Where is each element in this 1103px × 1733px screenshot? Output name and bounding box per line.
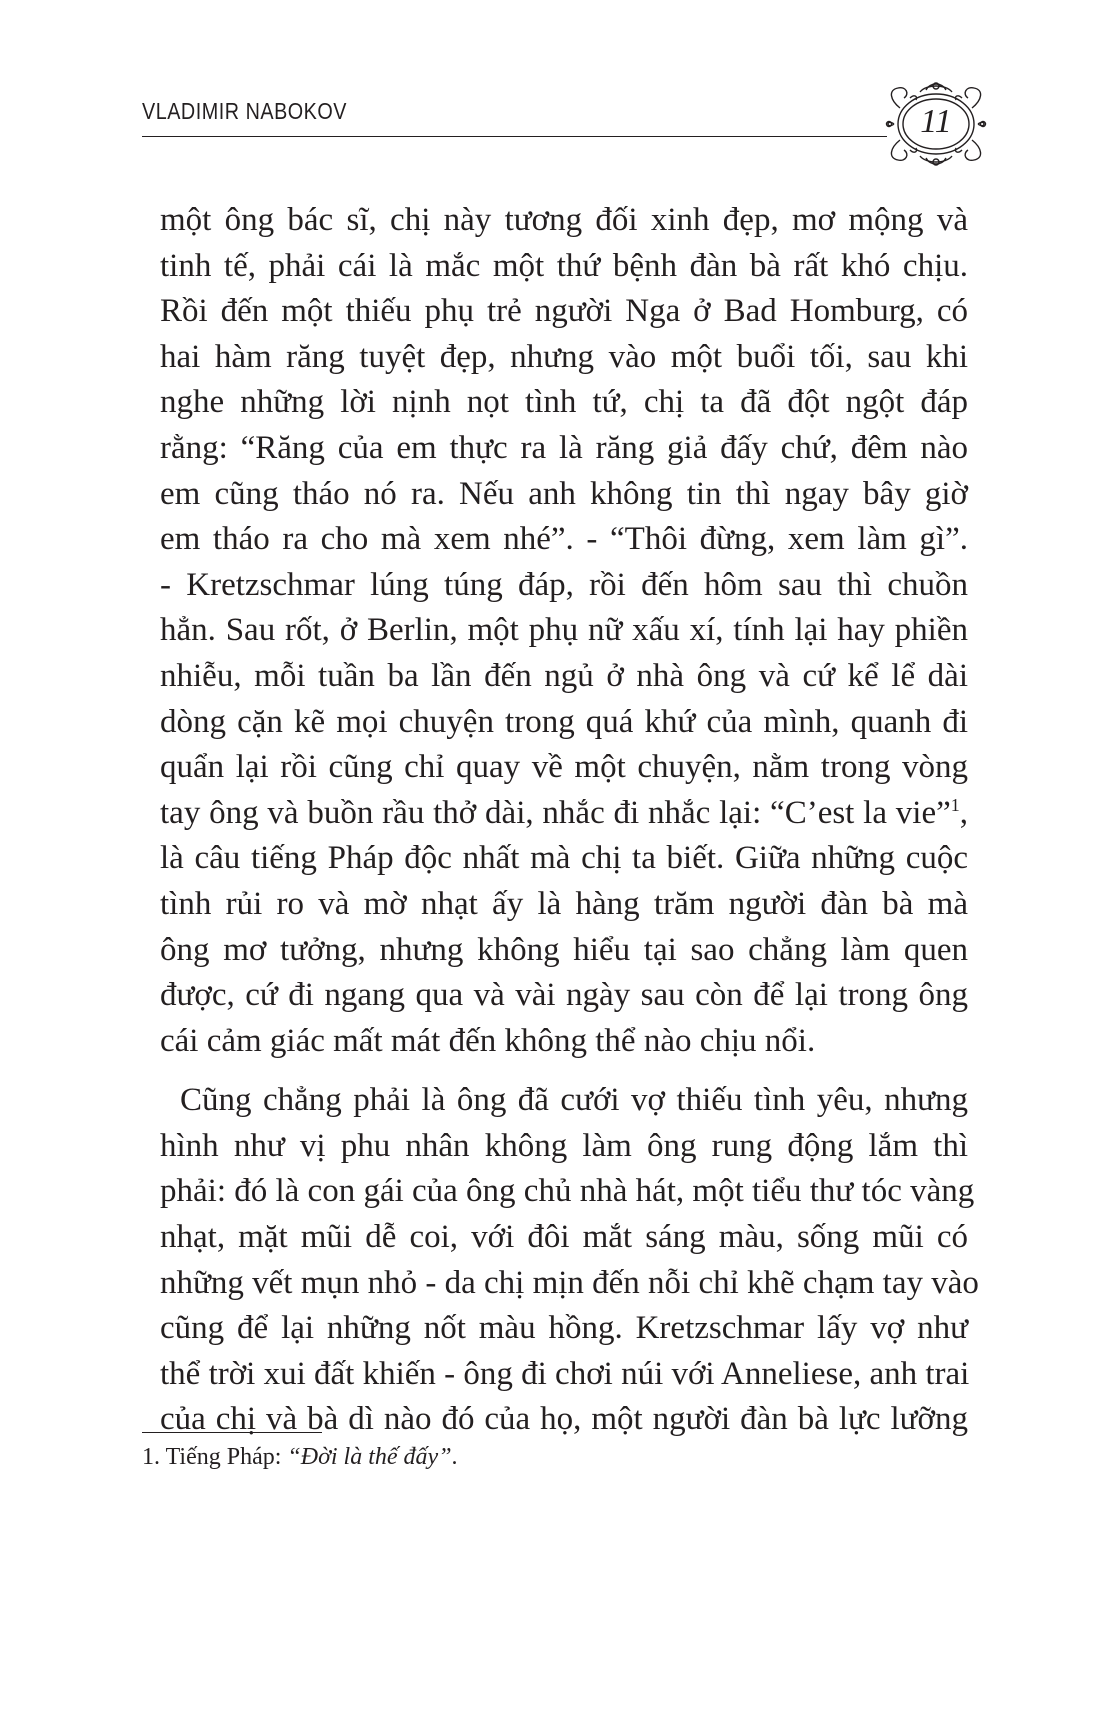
footnote-number: 1. [142,1444,160,1470]
text-line: tình rủi ro và mờ nhạt ấy là hàng trăm người đàn bà mà [160,885,968,922]
text-line: được, cứ đi ngang qua và vài ngày sau còn để lại trong ông [160,977,968,1014]
page-number: 11 [920,103,952,140]
running-head [142,84,972,144]
paragraph-1 [160,198,968,1064]
text-line: hình như vị phu nhân không làm ông rung động lắm thì [160,1127,968,1164]
text-line: của chị và bà dì nào đó của họ, một người đàn bà lực lưỡng [160,1401,968,1438]
text-line: em cũng tháo nó ra. Nếu anh không tin thì ngay bây giờ [160,475,968,512]
text-line: cái cảm giác mất mát đến không thể nào chịu nổi. [160,1022,816,1059]
text-line: dòng cặn kẽ mọi chuyện trong quá khứ của mình, quanh đi [160,703,968,740]
body-text [160,198,979,1443]
running-head-author: VLADIMIR NABOKOV [142,98,348,124]
text-line: Cũng chẳng phải là ông đã cưới vợ thiếu tình yêu, nhưng [180,1082,968,1119]
text-line: tinh tế, phải cái là mắc một thứ bệnh đàn bà rất khó chịu. [160,247,968,284]
footnote-rule [142,1432,322,1433]
footnote-end: . [451,1444,458,1470]
text-line: nghe những lời nịnh nọt tình tứ, chị ta đã đột ngột đáp [160,384,968,421]
page-number-frame [880,78,992,170]
text-line: cũng để lại những nốt màu hồng. Kretzschmar lấy vợ như [160,1310,968,1347]
text-line: là câu tiếng Pháp độc nhất mà chị ta biết. Giữa những cuộc [160,840,968,877]
text-line: hai hàm răng tuyệt đẹp, nhưng vào một buổi tối, sau khi [160,338,968,375]
footnote-text: “Đời là thế đấy” [287,1444,452,1470]
text-line: ông mơ tưởng, nhưng không hiểu tại sao chẳng làm quen [160,931,968,968]
footnote-label: Tiếng Pháp: [165,1444,282,1470]
footnote-reference[interactable]: 1 [950,794,960,815]
text-line: rằng: “Răng của em thực ra là răng giả đấy chứ, đêm nào [160,429,968,466]
text-line-with-footnote [160,791,968,837]
header-rule [142,136,887,137]
text-segment: tay ông và buồn rầu thở dài, nhắc đi nhắc lại: “C’est la vie” [160,794,951,831]
text-line: thể trời xui đất khiến - ông đi chơi núi với Anneliese, anh trai [160,1355,970,1392]
text-line: hẳn. Sau rốt, ở Berlin, một phụ nữ xấu xí, tính lại hay phiền [160,612,968,649]
text-line: một ông bác sĩ, chị này tương đối xinh đẹp, mơ mộng và [160,202,968,238]
text-line: quẩn lại rồi cũng chỉ quay về một chuyện, nằm trong vòng [160,749,968,786]
text-line: phải: đó là con gái của ông chủ nhà hát, một tiểu thư tóc vàng [160,1173,975,1210]
paragraph-gap [160,1064,968,1078]
text-segment: , [959,794,968,831]
text-line: những vết mụn nhỏ - da chị mịn đến nỗi chỉ khẽ chạm tay vào [160,1264,979,1301]
text-line: nhạt, mặt mũi dễ coi, với đôi mắt sáng màu, sống mũi có [160,1219,968,1256]
text-line: nhiễu, mỗi tuần ba lần đến ngủ ở nhà ông và cứ kể lể dài [160,657,968,694]
text-line: em tháo ra cho mà xem nhé”. - “Thôi đừng, xem làm gì”. [160,521,968,558]
paragraph-2 [160,1078,979,1443]
text-line: - Kretzschmar lúng túng đáp, rồi đến hôm sau thì chuồn [160,566,968,603]
footnote [142,1442,458,1472]
text-line: Rồi đến một thiếu phụ trẻ người Nga ở Bad Homburg, có [160,293,968,330]
